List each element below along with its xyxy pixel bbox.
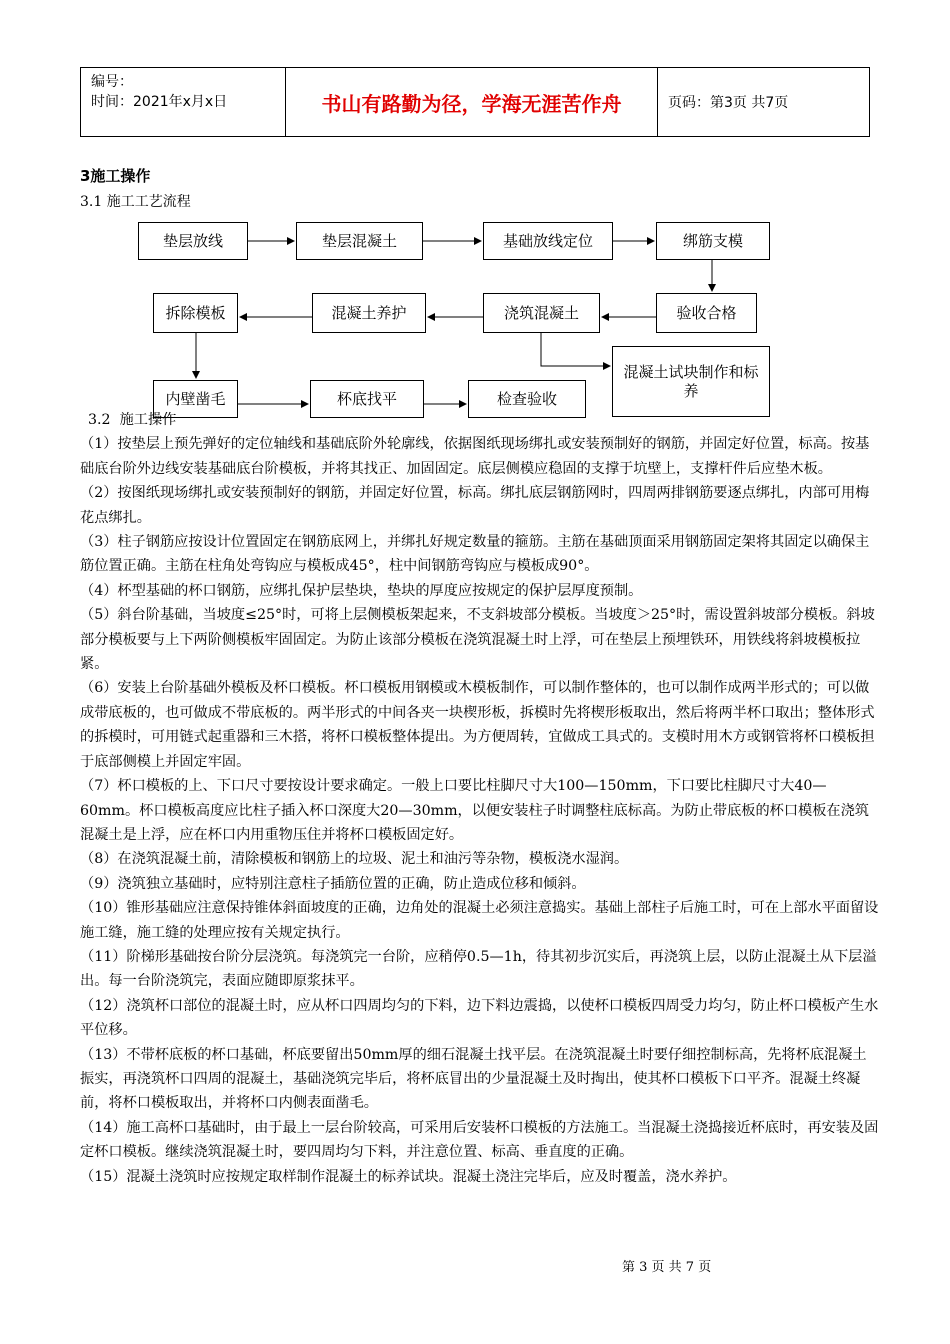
paragraph-8: （8）在浇筑混凝土前，清除模板和钢筋上的垃圾、泥土和油污等杂物，模板浇水湿润。 (80, 851, 629, 868)
paragraph-1: （1）按垫层上预先弹好的定位轴线和基础底阶外轮廓线，依据图纸现场绑扎或安装预制好的钢筋，并固定好位置，标高。按基础底台阶外边线安装基础底台阶模板，并将其找正、加固固定。底层侧模应稳固的支撑于坑壁上，支撑杆件后应垫木板。 (80, 436, 870, 477)
paragraph-2: （2）按图纸现场绑扎或安装预制好的钢筋，并固定好位置，标高。绑扎底层钢筋网时，四周两排钢筋要逐点绑扎，内部可用梅花点绑扎。 (80, 485, 870, 526)
flow-box-acceptance: 验收合格 (656, 293, 757, 333)
paragraph-9: （9）浇筑独立基础时，应特别注意柱子插筋位置的正确，防止造成位移和倾斜。 (80, 875, 586, 892)
paragraph-3: （3）柱子钢筋应按设计位置固定在钢筋底网上，并绑扎好规定数量的箍筋。主筋在基础顶面采用钢筋固定架将其固定以确保主筋位置正确。主筋在柱角处弯钩应与模板成45°，柱中间钢筋弯钩应与模板成90°。 (80, 534, 870, 575)
flow-box-foundation-positioning: 基础放线定位 (483, 222, 613, 260)
flow-box-rebar-formwork: 绑筋支模 (656, 222, 770, 260)
flow-box-test-block: 混凝土试块制作和标养 (612, 346, 770, 417)
paragraph-7: （7）杯口模板的上、下口尺寸要按设计要求确定。一般上口要比柱脚尺寸大100—150mm，下口要比柱脚尺寸大40—60mm。杯口模板高度应比柱子插入杯口深度大20—30mm，以便安装柱子时调整柱底标高。为防止带底板的杯口模板在浇筑混凝土是上浮，应在杯口内用重物压住并将杯口模板固定好。 (80, 778, 869, 843)
section-title: 3施工操作 (80, 167, 151, 185)
paragraph-4: （4）杯型基础的杯口钢筋，应绑扎保护层垫块，垫块的厚度应按规定的保护层厚度预制。 (80, 582, 643, 599)
flow-box-bottom-leveling: 杯底找平 (310, 380, 424, 418)
subsection-title-flow: 3.1 施工工艺流程 (80, 194, 191, 210)
paragraph-5: （5）斜台阶基础，当坡度≤25°时，可将上层侧模板架起来，不支斜坡部分模板。当坡度＞25°时，需设置斜坡部分模板。斜坡部分模板要与上下两阶侧模板牢固固定。为防止该部分模板在浇筑混凝土时上浮，可在垫层上预埋铁环，用铁线将斜坡模板拉紧。 (80, 607, 875, 673)
paragraph-14: （14）施工高杯口基础时，由于最上一层台阶较高，可采用后安装杯口模板的方法施工。当混凝土浇捣接近杯底时，再安装及固定杯口模板。继续浇筑混凝土时，要四周均匀下料，并注意位置、标高、垂直度的正确。 (80, 1119, 879, 1161)
number-label: 编号： (91, 74, 133, 90)
paragraph-12: （12）浇筑杯口部位的混凝土时，应从杯口四周均匀的下料，边下料边震捣，以使杯口模板四周受力均匀，防止杯口模板产生水平位移。 (80, 997, 879, 1039)
paragraph-6: （6）安装上台阶基础外模板及杯口模板。杯口模板用钢模或木模板制作，可以制作整体的，也可以制作成两半形式的；可以做成带底板的，也可做成不带底板的。两半形式的中间各夹一块楔形板，拆模时先将楔形板取出，然后将两半杯口取出；整体形式的拆模时，可用链式起重器和三木搭，将杯口模板整体提出。为方便周转，宜做成工具式的。支模时用木方或钢管将杯口模板担于底部侧模上并固定牢固。 (80, 680, 875, 770)
time-label: 时间：2021年x月x日 (91, 94, 228, 110)
paragraph-11: （11）阶梯形基础按台阶分层浇筑。每浇筑完一台阶，应稍停0.5—1h，待其初步沉实后，再浇筑上层，以防止混凝土从下层溢出。每一台阶浇筑完，表面应随即原浆抹平。 (80, 948, 877, 990)
flow-box-cushion-layout: 垫层放线 (138, 222, 248, 260)
flow-box-remove-formwork: 拆除模板 (153, 293, 238, 333)
header-page-info: 页码：第3页 共7页 (668, 95, 789, 111)
flow-box-cushion-concrete: 垫层混凝土 (296, 222, 423, 260)
arrow-11 (541, 333, 610, 366)
header-motto: 书山有路勤为径，学海无涯苦作舟 (286, 68, 658, 136)
process-flowchart (0, 0, 950, 440)
paragraph-13: （13）不带杯底板的杯口基础，杯底要留出50mm厚的细石混凝土找平层。在浇筑混凝土时要仔细控制标高，先将杯底混凝土振实，再浇筑杯口四周的混凝土，基础浇筑完毕后，将杯底冒出的少量混凝土及时掏出，使其杯口模板下口平齐。混凝土终凝前，将杯口模板取出，并将杯口内侧表面凿毛。 (80, 1046, 867, 1112)
flowchart-arrows (0, 0, 950, 440)
paragraph-10: （10）锥形基础应注意保持锥体斜面坡度的正确，边角处的混凝土必须注意捣实。基础上部柱子后施工时，可在上部水平面留设施工缝，施工缝的处理应按有关规定执行。 (80, 900, 879, 941)
subsection-title-operation: 3.2 施工操作 (88, 412, 177, 428)
flow-box-curing: 混凝土养护 (312, 293, 426, 333)
flow-box-inner-roughening: 内壁凿毛 (153, 380, 238, 418)
body-text (80, 408, 880, 1189)
paragraph-15: （15）混凝土浇筑时应按规定取样制作混凝土的标养试块。混凝土浇注完毕后，应及时覆盖，浇水养护。 (80, 1168, 737, 1185)
page-footer: 第 3 页 共 7 页 (622, 1260, 712, 1275)
flow-box-inspection: 检查验收 (468, 380, 586, 418)
flow-box-pour-concrete: 浇筑混凝土 (483, 293, 600, 333)
